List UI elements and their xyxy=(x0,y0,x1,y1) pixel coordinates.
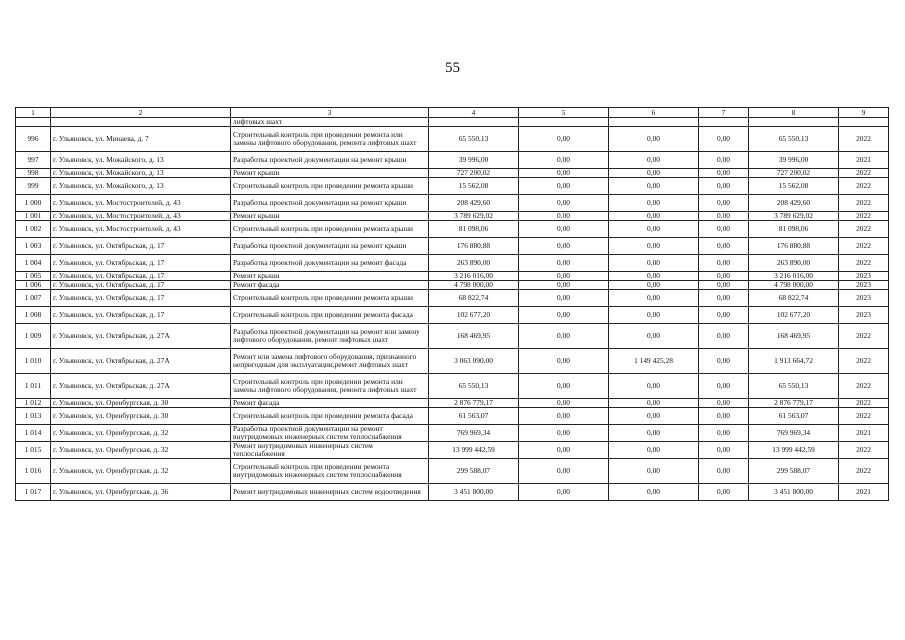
address-cell: г. Ульяновск, ул. Октябрьская, д. 17 xyxy=(51,290,231,307)
address-cell: г. Ульяновск, ул. Оренбургская, д. 30 xyxy=(51,408,231,425)
amount-cell: 0,00 xyxy=(519,281,609,290)
column-header: 7 xyxy=(699,108,749,118)
amount-cell: 81 098,06 xyxy=(429,221,519,238)
column-header: 4 xyxy=(429,108,519,118)
table-row xyxy=(16,349,889,374)
amount-cell: 0,00 xyxy=(609,281,699,290)
work-type-cell: Ремонт крыши xyxy=(231,169,429,178)
amount-cell: 0,00 xyxy=(699,195,749,212)
amount-cell: 0,00 xyxy=(699,349,749,374)
address-cell: г. Ульяновск, ул. Октябрьская, д. 17 xyxy=(51,238,231,255)
amount-cell: 0,00 xyxy=(609,221,699,238)
table-row xyxy=(16,221,889,238)
row-number: 1 000 xyxy=(16,195,51,212)
amount-cell: 727 200,02 xyxy=(429,169,519,178)
table-cell xyxy=(749,118,839,127)
amount-cell: 0,00 xyxy=(609,195,699,212)
table-row xyxy=(16,307,889,324)
row-number: 1 001 xyxy=(16,212,51,221)
amount-cell: 0,00 xyxy=(519,374,609,399)
amount-cell: 0,00 xyxy=(699,425,749,442)
work-type-cell: Строительный контроль при проведении ремонта внутридомовых инженерных систем теплоснабжения xyxy=(231,459,429,484)
table-row xyxy=(16,281,889,290)
address-cell: г. Ульяновск, ул. Октябрьская, д. 17 xyxy=(51,307,231,324)
amount-cell: 0,00 xyxy=(699,212,749,221)
table-row xyxy=(16,324,889,349)
amount-cell: 0,00 xyxy=(609,399,699,408)
address-cell: г. Ульяновск, ул. Октябрьская, д. 27А xyxy=(51,349,231,374)
amount-cell: 61 563,07 xyxy=(749,408,839,425)
amount-cell: 299 588,07 xyxy=(749,459,839,484)
amount-cell: 0,00 xyxy=(609,272,699,281)
column-header: 1 xyxy=(16,108,51,118)
amount-cell: 0,00 xyxy=(609,152,699,169)
amount-cell: 0,00 xyxy=(609,290,699,307)
amount-cell: 4 798 000,00 xyxy=(429,281,519,290)
amount-cell: 168 469,95 xyxy=(429,324,519,349)
table-row xyxy=(16,212,889,221)
row-number: 1 010 xyxy=(16,349,51,374)
amount-cell: 102 677,20 xyxy=(749,307,839,324)
row-number: 997 xyxy=(16,152,51,169)
year-cell: 2021 xyxy=(839,152,889,169)
work-type-cell: Строительный контроль при проведении ремонта крыши xyxy=(231,221,429,238)
amount-cell: 3 451 800,00 xyxy=(429,484,519,501)
table-row xyxy=(16,169,889,178)
amount-cell: 0,00 xyxy=(519,212,609,221)
amount-cell: 0,00 xyxy=(609,408,699,425)
amount-cell: 0,00 xyxy=(699,324,749,349)
amount-cell: 65 550,13 xyxy=(749,127,839,152)
row-number: 1 017 xyxy=(16,484,51,501)
amount-cell: 0,00 xyxy=(609,212,699,221)
year-cell: 2021 xyxy=(839,425,889,442)
table-cell xyxy=(839,118,889,127)
column-header: 8 xyxy=(749,108,839,118)
table-row xyxy=(16,127,889,152)
work-type-cell: Ремонт крыши xyxy=(231,272,429,281)
address-cell: г. Ульяновск, ул. Оренбургская, д. 32 xyxy=(51,442,231,459)
amount-cell: 0,00 xyxy=(699,290,749,307)
year-cell: 2022 xyxy=(839,374,889,399)
row-number: 1 009 xyxy=(16,324,51,349)
work-type-cell: Ремонт внутридомовых инженерных систем теплоснабжения xyxy=(231,442,429,459)
row-number: 998 xyxy=(16,169,51,178)
year-cell: 2022 xyxy=(839,238,889,255)
amount-cell: 2 876 779,17 xyxy=(749,399,839,408)
year-cell: 2022 xyxy=(839,169,889,178)
amount-cell: 176 880,88 xyxy=(429,238,519,255)
amount-cell: 0,00 xyxy=(609,169,699,178)
year-cell: 2022 xyxy=(839,255,889,272)
amount-cell: 39 996,00 xyxy=(749,152,839,169)
amount-cell: 0,00 xyxy=(519,307,609,324)
register-body xyxy=(16,118,889,501)
amount-cell: 0,00 xyxy=(519,290,609,307)
address-cell: г. Ульяновск, ул. Октябрьская, д. 27А xyxy=(51,324,231,349)
address-cell: г. Ульяновск, ул. Октябрьская, д. 27А xyxy=(51,374,231,399)
year-cell: 2022 xyxy=(839,212,889,221)
column-header: 9 xyxy=(839,108,889,118)
amount-cell: 0,00 xyxy=(519,221,609,238)
row-number: 1 002 xyxy=(16,221,51,238)
amount-cell: 3 451 800,00 xyxy=(749,484,839,501)
row-number: 1 005 xyxy=(16,272,51,281)
row-number: 1 007 xyxy=(16,290,51,307)
work-type-cell: Разработка проектной документации на ремонт крыши xyxy=(231,238,429,255)
table-row xyxy=(16,195,889,212)
amount-cell: 0,00 xyxy=(699,307,749,324)
column-header: 5 xyxy=(519,108,609,118)
table-cell xyxy=(429,118,519,127)
amount-cell: 0,00 xyxy=(519,152,609,169)
amount-cell: 0,00 xyxy=(519,349,609,374)
row-number: 1 012 xyxy=(16,399,51,408)
amount-cell: 3 789 629,02 xyxy=(749,212,839,221)
amount-cell: 68 822,74 xyxy=(749,290,839,307)
amount-cell: 0,00 xyxy=(519,178,609,195)
address-cell: г. Ульяновск, ул. Минаева, д. 7 xyxy=(51,127,231,152)
work-type-cell: Строительный контроль при проведении ремонта фасада xyxy=(231,307,429,324)
year-cell: 2023 xyxy=(839,272,889,281)
address-cell: г. Ульяновск, ул. Мостостроителей, д. 43 xyxy=(51,212,231,221)
address-cell: г. Ульяновск, ул. Можайского, д. 13 xyxy=(51,178,231,195)
year-cell: 2021 xyxy=(839,484,889,501)
amount-cell: 0,00 xyxy=(519,399,609,408)
amount-cell: 0,00 xyxy=(519,169,609,178)
amount-cell: 0,00 xyxy=(519,459,609,484)
amount-cell: 4 798 000,00 xyxy=(749,281,839,290)
amount-cell: 15 562,08 xyxy=(749,178,839,195)
amount-cell: 0,00 xyxy=(699,442,749,459)
work-type-cell: Ремонт фасада xyxy=(231,281,429,290)
table-cell xyxy=(519,118,609,127)
amount-cell: 0,00 xyxy=(699,399,749,408)
amount-cell: 0,00 xyxy=(609,307,699,324)
amount-cell: 102 677,20 xyxy=(429,307,519,324)
work-type-cell: Разработка проектной документации на ремонт крыши xyxy=(231,152,429,169)
amount-cell: 0,00 xyxy=(699,221,749,238)
year-cell: 2022 xyxy=(839,221,889,238)
row-number: 996 xyxy=(16,127,51,152)
work-type-cell: Ремонт внутридомовых инженерных систем водоотведения xyxy=(231,484,429,501)
amount-cell: 61 563,07 xyxy=(429,408,519,425)
amount-cell: 3 063 090,00 xyxy=(429,349,519,374)
amount-cell: 3 216 016,00 xyxy=(749,272,839,281)
amount-cell: 68 822,74 xyxy=(429,290,519,307)
year-cell: 2023 xyxy=(839,307,889,324)
amount-cell: 176 880,88 xyxy=(749,238,839,255)
amount-cell: 168 469,95 xyxy=(749,324,839,349)
amount-cell: 0,00 xyxy=(699,272,749,281)
address-cell: г. Ульяновск, ул. Оренбургская, д. 32 xyxy=(51,425,231,442)
table-row xyxy=(16,442,889,459)
work-type-cell: Строительный контроль при проведении ремонта крыши xyxy=(231,290,429,307)
column-header: 3 xyxy=(231,108,429,118)
amount-cell: 3 216 016,00 xyxy=(429,272,519,281)
table-row xyxy=(16,152,889,169)
amount-cell: 0,00 xyxy=(699,238,749,255)
amount-cell: 769 969,34 xyxy=(429,425,519,442)
work-type-cell: Строительный контроль при проведении ремонта фасада xyxy=(231,408,429,425)
works-register-table xyxy=(15,107,889,501)
amount-cell: 0,00 xyxy=(699,178,749,195)
work-type-cell: Ремонт или замена лифтового оборудования, признанного непригодным для эксплуатации,ремонт лифтовых шахт xyxy=(231,349,429,374)
row-number: 1 016 xyxy=(16,459,51,484)
amount-cell: 0,00 xyxy=(519,238,609,255)
year-cell: 2022 xyxy=(839,324,889,349)
amount-cell: 0,00 xyxy=(609,238,699,255)
row-number: 1 014 xyxy=(16,425,51,442)
amount-cell: 1 149 425,28 xyxy=(609,349,699,374)
table-row xyxy=(16,290,889,307)
amount-cell: 0,00 xyxy=(519,324,609,349)
address-cell: г. Ульяновск, ул. Мостостроителей, д. 43 xyxy=(51,195,231,212)
amount-cell: 13 999 442,59 xyxy=(429,442,519,459)
row-number: 1 008 xyxy=(16,307,51,324)
amount-cell: 0,00 xyxy=(699,484,749,501)
row-number: 1 015 xyxy=(16,442,51,459)
continuation-text: лифтовых шахт xyxy=(231,118,429,127)
table-row xyxy=(16,255,889,272)
work-type-cell: Строительный контроль при проведении ремонта или замены лифтового оборудования, ремонта лифтовых шахт xyxy=(231,127,429,152)
amount-cell: 263 890,00 xyxy=(749,255,839,272)
table-row xyxy=(16,238,889,255)
amount-cell: 0,00 xyxy=(609,178,699,195)
amount-cell: 0,00 xyxy=(699,459,749,484)
table-row xyxy=(16,425,889,442)
amount-cell: 0,00 xyxy=(519,127,609,152)
row-number: 1 011 xyxy=(16,374,51,399)
work-type-cell: Разработка проектной документации на ремонт или замену лифтового оборудования, ремонт лифтовых шахт xyxy=(231,324,429,349)
amount-cell: 65 550,13 xyxy=(749,374,839,399)
column-header: 6 xyxy=(609,108,699,118)
amount-cell: 0,00 xyxy=(699,408,749,425)
address-cell: г. Ульяновск, ул. Мостостроителей, д. 43 xyxy=(51,221,231,238)
amount-cell: 0,00 xyxy=(519,272,609,281)
column-number-row xyxy=(16,108,889,118)
amount-cell: 727 200,02 xyxy=(749,169,839,178)
amount-cell: 0,00 xyxy=(519,425,609,442)
address-cell: г. Ульяновск, ул. Октябрьская, д. 17 xyxy=(51,255,231,272)
address-cell: г. Ульяновск, ул. Можайского, д. 13 xyxy=(51,152,231,169)
year-cell: 2023 xyxy=(839,281,889,290)
row-number: 1 003 xyxy=(16,238,51,255)
amount-cell: 0,00 xyxy=(609,374,699,399)
table-row xyxy=(16,272,889,281)
year-cell: 2022 xyxy=(839,195,889,212)
work-type-cell: Разработка проектной документации на ремонт крыши xyxy=(231,195,429,212)
table-cell xyxy=(16,118,51,127)
amount-cell: 0,00 xyxy=(699,374,749,399)
year-cell: 2022 xyxy=(839,399,889,408)
amount-cell: 65 550,13 xyxy=(429,127,519,152)
address-cell: г. Ульяновск, ул. Оренбургская, д. 32 xyxy=(51,459,231,484)
table-cell xyxy=(51,118,231,127)
amount-cell: 0,00 xyxy=(519,442,609,459)
page-number: 55 xyxy=(445,60,460,76)
work-type-cell: Ремонт фасада xyxy=(231,399,429,408)
amount-cell: 0,00 xyxy=(519,484,609,501)
table-row xyxy=(16,408,889,425)
amount-cell: 0,00 xyxy=(519,408,609,425)
amount-cell: 263 890,00 xyxy=(429,255,519,272)
table-cell xyxy=(699,118,749,127)
amount-cell: 0,00 xyxy=(609,324,699,349)
amount-cell: 0,00 xyxy=(699,281,749,290)
amount-cell: 0,00 xyxy=(609,425,699,442)
year-cell: 2022 xyxy=(839,459,889,484)
amount-cell: 0,00 xyxy=(609,484,699,501)
row-number: 1 004 xyxy=(16,255,51,272)
work-type-cell: Разработка проектной документации на ремонт внутридомовых инженерных систем теплоснабжения xyxy=(231,425,429,442)
address-cell: г. Ульяновск, ул. Можайского, д. 13 xyxy=(51,169,231,178)
amount-cell: 0,00 xyxy=(609,459,699,484)
amount-cell: 0,00 xyxy=(519,255,609,272)
amount-cell: 208 429,60 xyxy=(749,195,839,212)
amount-cell: 0,00 xyxy=(609,127,699,152)
amount-cell: 39 996,00 xyxy=(429,152,519,169)
year-cell: 2023 xyxy=(839,290,889,307)
row-number: 999 xyxy=(16,178,51,195)
amount-cell: 769 969,34 xyxy=(749,425,839,442)
amount-cell: 0,00 xyxy=(699,152,749,169)
column-header: 2 xyxy=(51,108,231,118)
year-cell: 2022 xyxy=(839,349,889,374)
amount-cell: 0,00 xyxy=(699,169,749,178)
work-type-cell: Разработка проектной документации на ремонт фасада xyxy=(231,255,429,272)
year-cell: 2022 xyxy=(839,442,889,459)
address-cell: г. Ульяновск, ул. Оренбургская, д. 30 xyxy=(51,399,231,408)
work-type-cell: Строительный контроль при проведении ремонта крыши xyxy=(231,178,429,195)
amount-cell: 15 562,08 xyxy=(429,178,519,195)
amount-cell: 2 876 779,17 xyxy=(429,399,519,408)
work-type-cell: Ремонт крыши xyxy=(231,212,429,221)
continuation-row xyxy=(16,118,889,127)
address-cell: г. Ульяновск, ул. Оренбургская, д. 36 xyxy=(51,484,231,501)
year-cell: 2022 xyxy=(839,127,889,152)
address-cell: г. Ульяновск, ул. Октябрьская, д. 17 xyxy=(51,281,231,290)
year-cell: 2022 xyxy=(839,408,889,425)
amount-cell: 299 588,07 xyxy=(429,459,519,484)
amount-cell: 81 098,06 xyxy=(749,221,839,238)
amount-cell: 0,00 xyxy=(699,127,749,152)
table-row xyxy=(16,178,889,195)
table-row xyxy=(16,459,889,484)
table-cell xyxy=(609,118,699,127)
table-row xyxy=(16,374,889,399)
work-type-cell: Строительный контроль при проведении ремонта или замены лифтового оборудования, ремонта лифтовых шахт xyxy=(231,374,429,399)
amount-cell: 0,00 xyxy=(699,255,749,272)
row-number: 1 006 xyxy=(16,281,51,290)
amount-cell: 0,00 xyxy=(519,195,609,212)
amount-cell: 208 429,60 xyxy=(429,195,519,212)
year-cell: 2022 xyxy=(839,178,889,195)
row-number: 1 013 xyxy=(16,408,51,425)
table-row xyxy=(16,399,889,408)
amount-cell: 3 789 629,02 xyxy=(429,212,519,221)
table-row xyxy=(16,484,889,501)
address-cell: г. Ульяновск, ул. Октябрьская, д. 17 xyxy=(51,272,231,281)
amount-cell: 13 999 442,59 xyxy=(749,442,839,459)
amount-cell: 0,00 xyxy=(609,442,699,459)
amount-cell: 0,00 xyxy=(609,255,699,272)
amount-cell: 1 913 664,72 xyxy=(749,349,839,374)
amount-cell: 65 550,13 xyxy=(429,374,519,399)
